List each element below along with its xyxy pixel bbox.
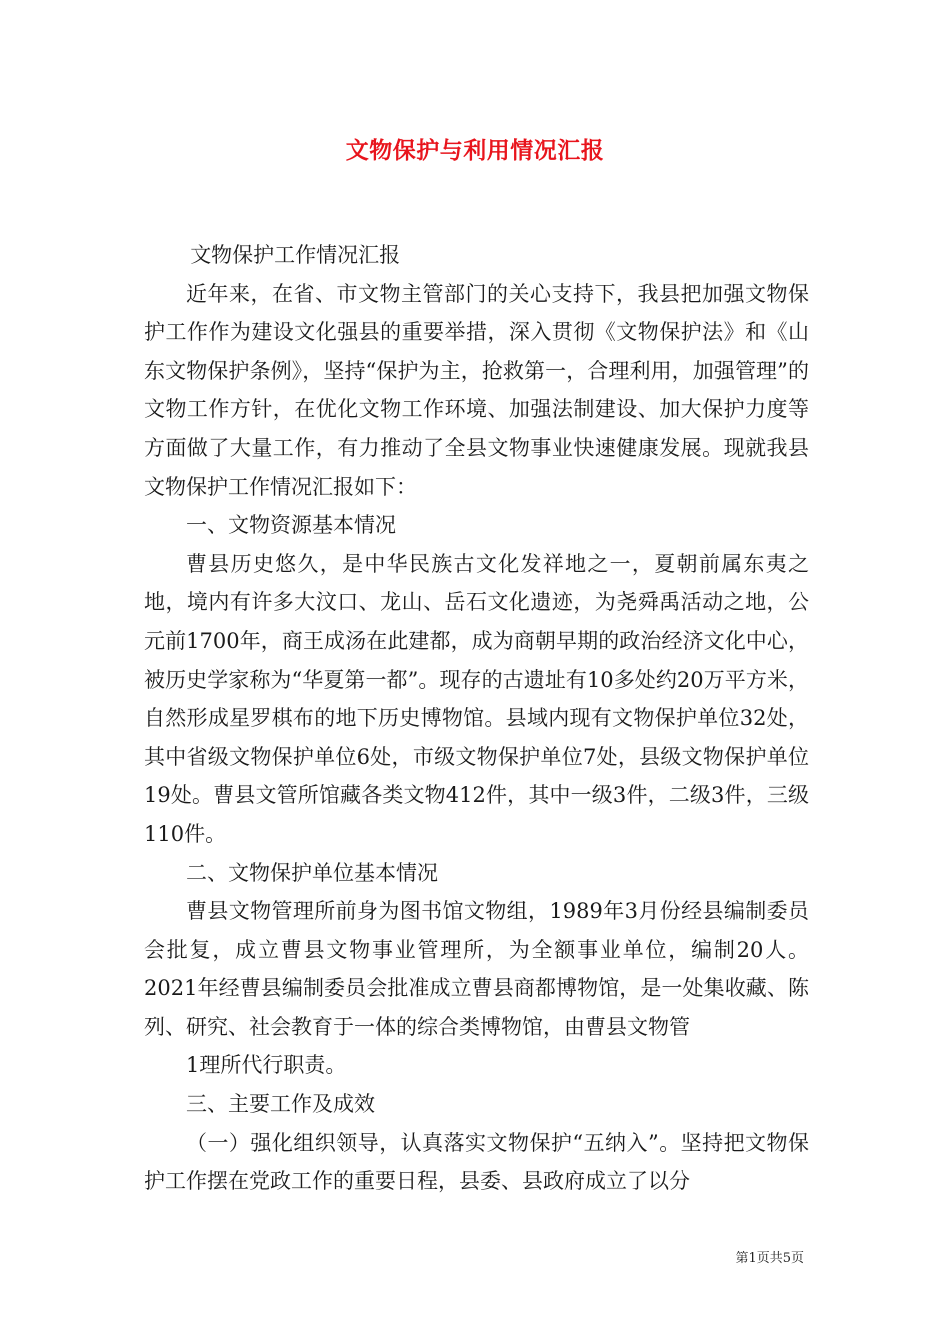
body-paragraph: 曹县历史悠久，是中华民族古文化发祥地之一，夏朝前属东夷之地，境内有许多大汶口、龙山、岳石文化遗迹，为尧舜禹活动之地，公元前1700年，商王成汤在此建都，成为商朝早期的政治经济文化中心，被历史学家称为“华夏第一都”。现存的古遗址有10多处约20万平方米，自然形成星罗棋布的地下历史博物馆。县域内现有文物保护单位32处，其中省级文物保护单位6处，市级文物保护单位7处，县级文物保护单位19处。曹县文管所馆藏各类文物412件，其中一级3件，二级3件，三级110件。 [144, 551, 809, 846]
section-heading: 二、文物保护单位基本情况 [186, 860, 438, 885]
body-paragraph: 曹县文物管理所前身为图书馆文物组，1989年3月份经县编制委员会批复，成立曹县文物事业管理所，为全额事业单位，编制20人。2021年经曹县编制委员会批准成立曹县商都博物馆，是一处集收藏、陈列、研究、社会教育于一体的综合类博物馆，由曹县文物管 [144, 899, 809, 1039]
section-heading: 三、主要工作及成效 [186, 1092, 375, 1117]
document-subtitle: 文物保护工作情况汇报 [190, 243, 401, 267]
body-paragraph: 近年来，在省、市文物主管部门的关心支持下，我县把加强文物保护工作作为建设文化强县的重要举措，深入贯彻《文物保护法》和《山东文物保护条例》，坚持“保护为主，抢救第一，合理利用，加强管理”的文物工作方针，在优化文物工作环境、加强法制建设、加大保护力度等方面做了大量工作，有力推动了全县文物事业快速健康发展。现就我县文物保护工作情况汇报如下： [144, 281, 809, 499]
body-paragraph: （一）强化组织领导，认真落实文物保护“五纳入”。坚持把文物保护工作摆在党政工作的重要日程，县委、县政府成立了以分 [144, 1130, 809, 1194]
section-heading: 一、文物资源基本情况 [186, 513, 396, 538]
document-title: 文物保护与利用情况汇报 [345, 138, 605, 164]
body-paragraph: 1理所代行职责。 [186, 1053, 347, 1078]
page-number: 第1页共5页 [735, 1251, 804, 1266]
document-body [144, 236, 809, 1201]
